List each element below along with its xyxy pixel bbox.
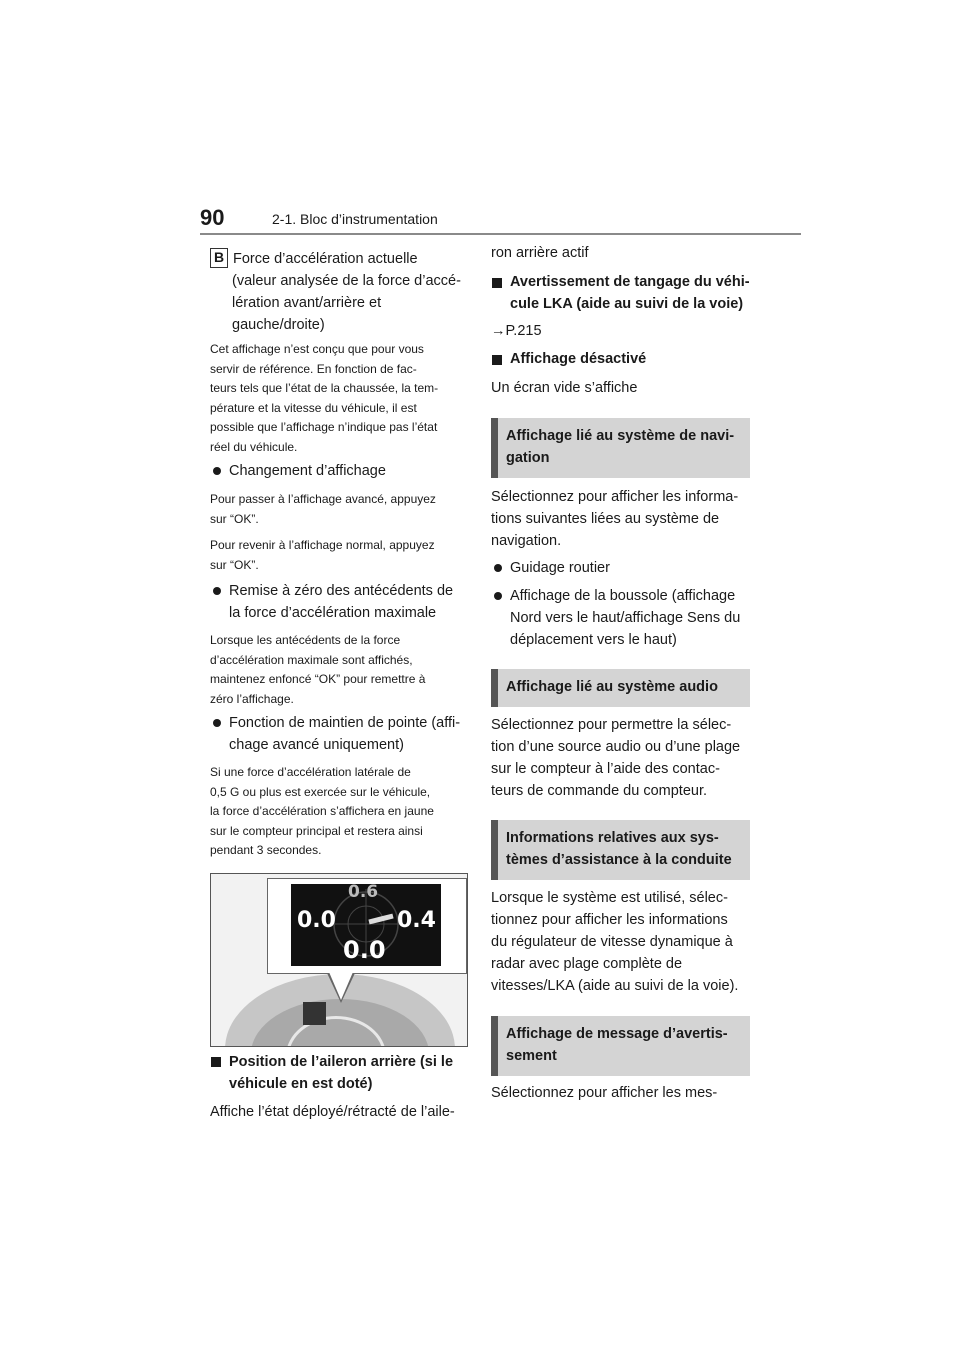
para-continuation: ron arrière actif: [491, 245, 589, 261]
box-line: Affichage lié au système de navi-: [506, 428, 735, 444]
note-line: d’accélération maximale sont affichés,: [210, 652, 413, 667]
note-normal: [210, 536, 472, 575]
para-driving-assist: [491, 887, 753, 997]
bullet-line: Fonction de maintien de pointe (affi-: [229, 715, 461, 731]
para-line: radar avec plage complète de: [491, 956, 683, 972]
bullet-compass: [510, 585, 755, 651]
heading-line: cule LKA (aide au suivi de la voie): [510, 296, 744, 312]
intro-line: lération avant/arrière et: [232, 295, 382, 311]
heading-box-driving-assist: [491, 820, 750, 880]
page-header: [200, 205, 800, 235]
note-line: zéro l’affichage.: [210, 691, 294, 706]
note-line: Cet affichage n’est conçu que pour vous: [210, 342, 424, 356]
para-line: tion d’une source audio ou d’une plage: [491, 739, 741, 755]
bullet-route-guidance: Guidage routier: [510, 560, 610, 576]
para-line: Sélectionnez pour permettre la sélec-: [491, 717, 732, 733]
bullet-dot: [213, 467, 221, 475]
para-line: Lorsque le système est utilisé, sélec-: [491, 890, 728, 906]
note-line: Lorsque les antécédents de la force: [210, 633, 401, 647]
heading-box-warning-message: [491, 1016, 750, 1076]
label-badge: B: [210, 248, 228, 268]
para-warning-message: Sélectionnez pour afficher les mes-: [491, 1085, 718, 1101]
para-line: Sélectionnez pour afficher les informa-: [491, 489, 739, 505]
note-peak: [210, 763, 472, 861]
page-reference[interactable]: →P.215: [491, 323, 542, 339]
para-line: tionnez pour afficher les informations: [491, 912, 728, 928]
note-line: sur “OK”.: [210, 511, 259, 526]
para-spoiler-state: Affiche l’état déployé/rétracté de l’aile-: [210, 1104, 455, 1120]
note-line: possible que l’affichage n’indique pas l’état: [210, 420, 438, 434]
heading-lka-warning: [510, 271, 755, 315]
intro-line: (valeur analysée de la force d’accé-: [232, 273, 461, 289]
bullet-dot: [494, 592, 502, 600]
heading-box-audio: Affichage lié au système audio: [491, 669, 750, 707]
gauge-illustration: [210, 873, 468, 1047]
heading-square: [492, 278, 502, 288]
note-line: servir de référence. En fonction de fac-: [210, 361, 417, 376]
note-reset: [210, 631, 472, 709]
note-line: sur le compteur principal et restera ainsi: [210, 823, 423, 838]
bullet-change-display: Changement d’affichage: [229, 463, 386, 479]
note-line: maintenez enfoncé “OK” pour remettre à: [210, 672, 426, 686]
note-line: teurs tels que l’état de la chaussée, la tem-: [210, 381, 439, 395]
bullet-line: déplacement vers le haut): [510, 632, 677, 648]
note-line: Si une force d’accélération latérale de: [210, 765, 411, 779]
bullet-dot: [213, 719, 221, 727]
g-value-left: 0.0: [297, 908, 336, 933]
heading-square: [492, 355, 502, 365]
g-value-top: 0.6: [348, 882, 379, 902]
bullet-line: la force d’accélération maximale: [229, 605, 437, 621]
bullet-line: chage avancé uniquement): [229, 737, 404, 753]
gauge-indicator: [303, 1002, 326, 1025]
note-line: pendant 3 secondes.: [210, 843, 322, 857]
intro-line: Force d’accélération actuelle: [233, 251, 418, 267]
note-line: sur “OK”.: [210, 557, 259, 572]
page-number: 90: [200, 205, 225, 230]
note-line: 0,5 G ou plus est exercée sur le véhicule,: [210, 784, 431, 799]
para-line: vitesses/LKA (aide au suivi de la voie).: [491, 978, 739, 994]
note-reference: [210, 340, 472, 457]
para-line: du régulateur de vitesse dynamique à: [491, 934, 733, 950]
bullet-line: Remise à zéro des antécédents de: [229, 583, 454, 599]
bullet-reset-history: [229, 580, 474, 624]
para-empty-screen: Un écran vide s’affiche: [491, 380, 638, 396]
para-line: sur le compteur à l’aide des contac-: [491, 761, 720, 777]
g-force-screen: [291, 884, 441, 966]
box-line: Informations relatives aux sys-: [506, 830, 719, 846]
intro-text: [233, 248, 473, 336]
box-line: sement: [506, 1048, 557, 1064]
note-line: Pour revenir à l’affichage normal, appuyez: [210, 538, 435, 552]
g-value-bottom: 0.0: [343, 936, 386, 964]
bullet-line: Affichage de la boussole (affichage: [510, 588, 736, 604]
bullet-line: Nord vers le haut/affichage Sens du: [510, 610, 741, 626]
heading-display-off: Affichage désactivé: [510, 351, 647, 367]
note-line: réel du véhicule.: [210, 439, 298, 454]
bullet-dot: [213, 587, 221, 595]
heading-line: Position de l’aileron arrière (si le: [229, 1054, 454, 1070]
para-audio: [491, 714, 753, 802]
g-value-right: 0.4: [397, 908, 436, 933]
para-line: navigation.: [491, 533, 562, 549]
box-line: Affichage de message d’avertis-: [506, 1026, 728, 1042]
box-line: tèmes d’assistance à la conduite: [506, 852, 732, 868]
box-line: gation: [506, 450, 550, 466]
heading-line: véhicule en est doté): [229, 1076, 373, 1092]
bullet-dot: [494, 564, 502, 572]
section-title: 2-1. Bloc d’instrumentation: [272, 211, 438, 227]
heading-line: Avertissement de tangage du véhi-: [510, 274, 750, 290]
intro-line: gauche/droite): [232, 317, 325, 333]
para-line: teurs de commande du compteur.: [491, 783, 708, 799]
note-line: Pour passer à l’affichage avancé, appuyez: [210, 492, 436, 506]
heading-box-navigation: [491, 418, 750, 478]
note-line: pérature et la vitesse du véhicule, il est: [210, 400, 417, 415]
callout-tail: [329, 972, 353, 1000]
heading-rear-spoiler: [229, 1051, 474, 1095]
para-line: tions suivantes liées au système de: [491, 511, 720, 527]
note-line: la force d’accélération s’affichera en jaune: [210, 804, 434, 818]
header-rule: [200, 233, 801, 235]
note-advanced: [210, 490, 472, 529]
bullet-peak-hold: [229, 712, 474, 756]
heading-square: [211, 1057, 221, 1067]
para-navigation: [491, 486, 753, 552]
